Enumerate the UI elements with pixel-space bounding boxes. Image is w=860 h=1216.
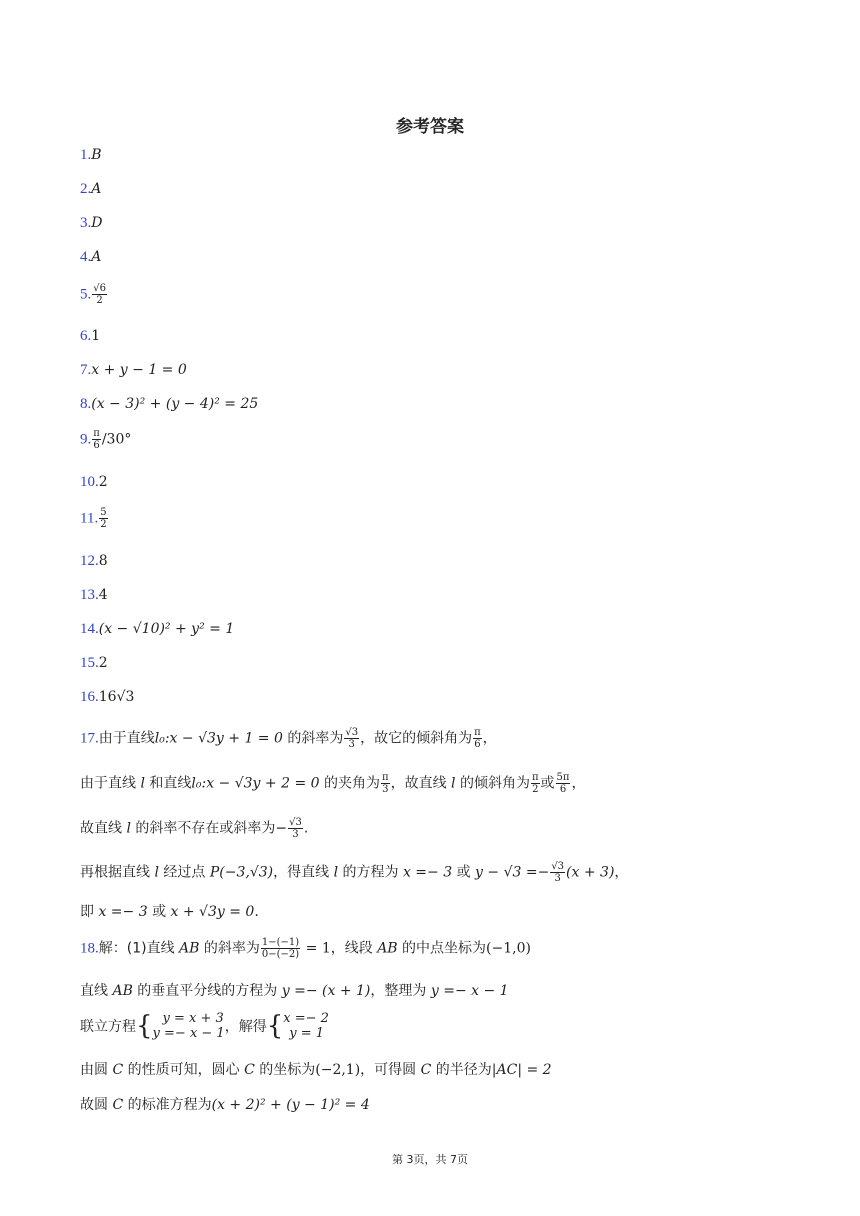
q18-text: ，可得圆 — [360, 1062, 421, 1078]
answer-text: 16√3 — [98, 689, 135, 705]
answer-10 — [80, 474, 108, 491]
answer-number: 4. — [80, 249, 92, 265]
q18-fraction — [261, 937, 300, 960]
q18-text: 联立方程 — [80, 1019, 136, 1035]
equation-system — [283, 1011, 329, 1041]
fraction-numerator: √3 — [551, 861, 565, 872]
answer-fraction — [92, 428, 101, 451]
q17-text: ，故直线 — [390, 775, 452, 792]
q17-math: x =− 3 — [98, 904, 148, 920]
answer-number: 1. — [80, 147, 92, 163]
q18-math: C — [112, 1062, 124, 1078]
q17-text: ， — [482, 730, 497, 747]
q18-math: C — [112, 1097, 124, 1113]
answer-15 — [80, 655, 108, 672]
q18-text: 的中点坐标为 — [397, 940, 487, 957]
answer-number: 3. — [80, 215, 92, 231]
q18-text: ，解得 — [224, 1019, 267, 1035]
q17-text: 和直线 — [144, 775, 192, 792]
answer-number: 9. — [80, 431, 92, 448]
answer-1 — [80, 147, 102, 164]
q17-math: y − √3 =− — [475, 864, 550, 881]
q17-fraction — [473, 727, 482, 750]
answer-text: (x − 3)² + (y − 4)² = 25 — [91, 396, 259, 412]
q17-text: . — [254, 904, 259, 920]
q18-text: 的斜率为 — [199, 940, 260, 957]
q17-math: l — [154, 864, 159, 881]
q17-math: l — [333, 864, 339, 881]
q17-text: 或 — [452, 864, 476, 881]
q18-text: 解：(1)直线 — [98, 940, 180, 957]
fraction-numerator: √3 — [345, 727, 359, 738]
answer-11 — [80, 507, 109, 530]
q17-fraction — [344, 727, 359, 750]
answer-text: 4 — [98, 587, 108, 603]
answer-number: 15. — [80, 655, 99, 671]
fraction-numerator: √6 — [93, 283, 106, 294]
answer-suffix: /30° — [101, 431, 132, 448]
q18-line-3 — [80, 1011, 329, 1041]
fraction-denominator: 2 — [532, 784, 539, 795]
q17-text: 的斜率不存在或斜率为− — [130, 820, 288, 837]
answer-text: 8 — [98, 553, 108, 569]
equation-system — [153, 1011, 225, 1041]
q18-text: 的坐标为 — [254, 1062, 316, 1078]
q17-math: l — [140, 775, 145, 792]
answer-12 — [80, 553, 108, 570]
q17-line-4 — [80, 861, 628, 884]
answer-4 — [80, 249, 101, 266]
answer-text: A — [91, 249, 102, 265]
fraction-denominator: 6 — [474, 739, 481, 750]
fraction-denominator: 3 — [382, 784, 389, 795]
answer-text: (x − √10)² + y² = 1 — [98, 621, 235, 637]
fraction-denominator: 2 — [96, 295, 103, 306]
answer-number: 16. — [80, 689, 99, 705]
q17-math: l — [126, 820, 131, 837]
q18-math: C — [244, 1062, 255, 1078]
left-brace: { — [266, 1011, 284, 1041]
q17-text: 由于直线 — [98, 730, 155, 747]
fraction-denominator: 6 — [93, 440, 100, 451]
question-number: 17. — [80, 730, 99, 747]
answer-number: 8. — [80, 396, 92, 412]
q17-text: ， — [571, 775, 586, 792]
q18-math: |AC| = 2 — [491, 1062, 552, 1078]
left-brace: { — [136, 1011, 153, 1041]
answer-number: 7. — [80, 362, 92, 378]
q17-text: ， — [614, 864, 629, 881]
fraction-numerator: 5π — [556, 772, 570, 783]
system-equation: y = x + 3 — [162, 1011, 224, 1026]
q17-text: 故直线 — [80, 820, 127, 837]
fraction-numerator: √3 — [289, 817, 302, 828]
fraction-numerator: π — [382, 772, 389, 783]
answer-9 — [80, 428, 131, 451]
answer-6 — [80, 328, 100, 345]
answer-text: 2 — [98, 655, 108, 671]
answer-7 — [80, 362, 187, 379]
fraction-denominator: 0−(−2) — [261, 949, 300, 960]
system-equation: x =− 2 — [283, 1011, 329, 1026]
fraction-denominator: 3 — [348, 739, 355, 750]
q17-text: ，得直线 — [273, 864, 334, 881]
answer-3 — [80, 215, 102, 232]
q18-math: (x + 2)² + (y − 1)² = 4 — [211, 1097, 370, 1113]
q18-math: (−2,1) — [315, 1062, 361, 1078]
q17-text: 经过点 — [158, 864, 210, 881]
q17-line-2 — [80, 772, 585, 795]
q18-line-1 — [80, 937, 531, 960]
q17-math: x =− 3 — [402, 864, 453, 881]
q17-text: 或 — [540, 775, 555, 792]
q18-text: 故圆 — [80, 1097, 113, 1113]
fraction-numerator: π — [93, 428, 100, 439]
answer-13 — [80, 587, 108, 604]
fraction-denominator: 3 — [292, 829, 299, 840]
q18-text: 直线 — [80, 983, 113, 999]
q18-math: y =− (x + 1) — [281, 983, 371, 999]
q17-math: l₀:x − √3y + 1 = 0 — [154, 730, 283, 747]
answer-5 — [80, 283, 108, 306]
answer-number: 2. — [80, 181, 92, 197]
q18-math: (−1,0) — [486, 940, 531, 957]
answer-2 — [80, 181, 101, 198]
answer-number: 5. — [80, 286, 92, 303]
answer-number: 13. — [80, 587, 99, 603]
answer-text: 2 — [98, 474, 108, 490]
q17-text: 由于直线 — [80, 775, 141, 792]
q17-text: 的夹角为 — [319, 775, 380, 792]
page-footer: 第 3页，共 7页 — [392, 1153, 468, 1166]
q17-text: 的斜率为 — [282, 730, 344, 747]
q17-text: ，故它的倾斜角为 — [360, 730, 473, 747]
q18-math: AB — [112, 983, 133, 999]
q17-math: l — [451, 775, 456, 792]
question-number: 18. — [80, 940, 99, 957]
q17-math: P(−3,√3) — [209, 864, 274, 881]
q17-text: . — [303, 820, 309, 837]
answer-number: 11. — [80, 510, 99, 527]
answer-8 — [80, 396, 258, 413]
fraction-denominator: 2 — [100, 519, 107, 530]
q17-fraction — [550, 861, 565, 884]
q18-text: 的垂直平分线的方程为 — [132, 983, 282, 999]
q18-line-4 — [80, 1059, 552, 1079]
q17-text: 的倾斜角为 — [455, 775, 530, 792]
q18-math: AB — [377, 940, 398, 957]
q17-fraction — [288, 817, 303, 840]
q17-line-5 — [80, 901, 259, 921]
answer-16 — [80, 689, 134, 706]
answer-14 — [80, 621, 234, 638]
answer-text: 1 — [91, 328, 101, 344]
q17-text: 即 — [80, 904, 99, 920]
answer-text: D — [91, 215, 103, 231]
q17-math: x + √3y = 0 — [170, 904, 255, 920]
q17-fraction — [531, 772, 540, 795]
answer-text: B — [91, 147, 102, 163]
answer-fraction — [92, 283, 107, 306]
answer-number: 12. — [80, 553, 99, 569]
q18-math: C — [420, 1062, 432, 1078]
q17-text: 或 — [147, 904, 171, 920]
q17-line-1 — [80, 727, 497, 750]
fraction-numerator: π — [474, 727, 481, 738]
answer-fraction — [99, 507, 107, 530]
q17-math: (x + 3) — [566, 864, 615, 881]
q18-math: y =− x − 1 — [430, 983, 509, 999]
system-equation: y = 1 — [289, 1026, 325, 1041]
q18-text: 的标准方程为 — [123, 1097, 212, 1113]
answer-number: 6. — [80, 328, 92, 344]
q17-fraction — [381, 772, 390, 795]
q18-line-5 — [80, 1094, 370, 1114]
q17-line-3 — [80, 817, 308, 840]
q18-text: = 1，线段 — [301, 940, 378, 957]
q17-text: 再根据直线 — [80, 864, 155, 881]
q18-text: ，整理为 — [370, 983, 431, 999]
page-title: 参考答案 — [396, 117, 464, 137]
q18-math: AB — [179, 940, 200, 957]
answer-number: 10. — [80, 474, 99, 490]
fraction-numerator: 1−(−1) — [261, 937, 300, 948]
q18-text: 由圆 — [80, 1062, 113, 1078]
q18-line-2 — [80, 980, 509, 1000]
fraction-denominator: 6 — [559, 784, 567, 795]
fraction-numerator: 5 — [100, 507, 107, 518]
fraction-denominator: 3 — [554, 873, 561, 884]
q18-text: 的半径为 — [431, 1062, 492, 1078]
q17-math: l₀:x − √3y + 2 = 0 — [191, 775, 320, 792]
answer-text: x + y − 1 = 0 — [91, 362, 187, 378]
answer-text: A — [91, 181, 102, 197]
q17-fraction — [556, 772, 571, 795]
answer-number: 14. — [80, 621, 99, 637]
q18-text: 的性质可知，圆心 — [123, 1062, 245, 1078]
q17-text: 的方程为 — [338, 864, 403, 881]
system-equation: y =− x − 1 — [152, 1026, 225, 1041]
fraction-numerator: π — [531, 772, 539, 783]
